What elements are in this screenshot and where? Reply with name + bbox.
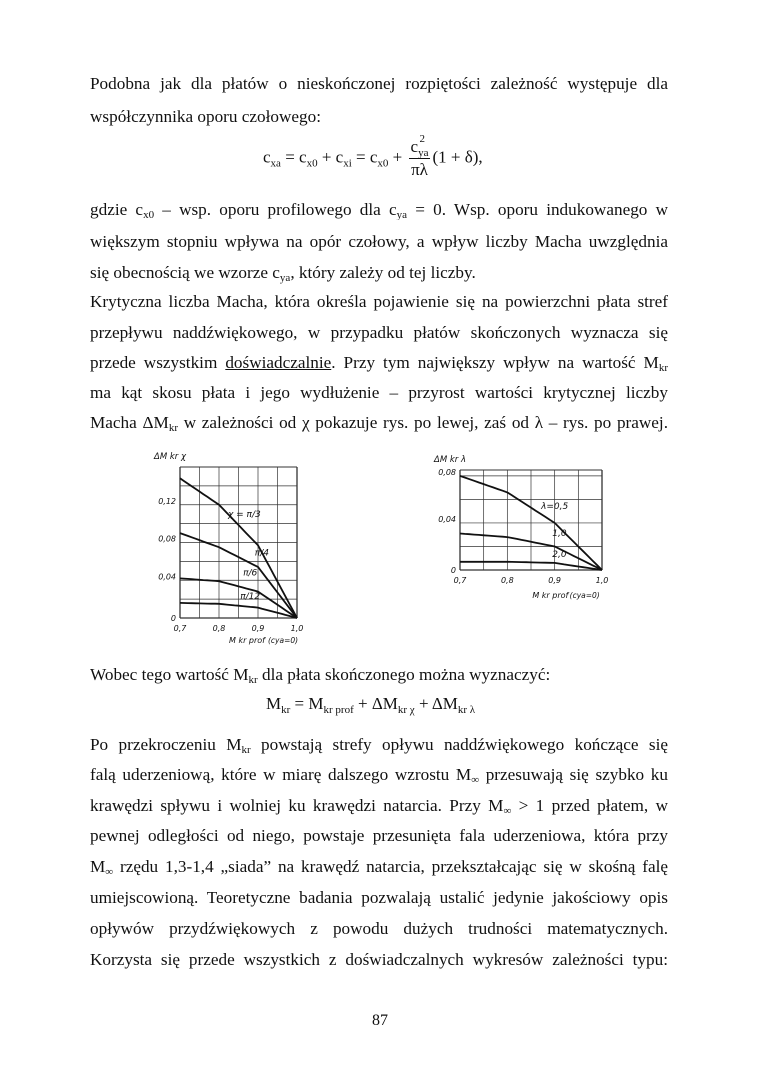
f-term: M — [266, 694, 282, 713]
x-tick-label: 0,8 — [500, 576, 514, 585]
text-run: w zależności od χ pokazuje rys. po lewej, zaś od λ – rys. po prawej. — [177, 413, 668, 432]
curve-label: χ = π/3 — [227, 510, 261, 521]
text-run: Podobna jak dla płatów o nieskończonej rozpiętości zależność występuje dla — [90, 74, 668, 93]
text-run: przede wszystkim — [90, 353, 226, 372]
x-axis-note: (cya=0) — [268, 636, 299, 645]
page-number: 87 — [372, 1012, 388, 1029]
text-line — [90, 200, 668, 220]
curve-label: λ=0,5 — [541, 501, 569, 512]
text-run: rzędu 1,3-1,4 „siada” na krawędź natarcia, przekształcając się w skośną falę — [113, 857, 668, 876]
x-tick-label: 0,7 — [173, 624, 187, 633]
text-run: dla płata skończonego można wyznaczyć: — [257, 665, 551, 684]
text-run: Wobec tego wartość M — [90, 665, 249, 684]
text-line — [90, 107, 668, 127]
text-run: Po przekroczeniu M — [90, 735, 242, 754]
curve-label: π/12 — [240, 592, 261, 603]
f-term: (1 + δ), — [432, 147, 483, 167]
text-run: – wsp. oporu profilowego dla c — [154, 200, 397, 219]
text-line — [90, 383, 668, 403]
x-axis-label: M kr prof — [532, 591, 569, 600]
curve-label: π/4 — [254, 548, 269, 559]
curve-label: 2,0 — [552, 550, 567, 561]
text-run: opływów przydźwiękowych z powodu dużych trudności matematycznych. — [90, 919, 668, 938]
f-term: c — [410, 137, 419, 156]
f-term: = M — [290, 694, 324, 713]
fraction — [409, 133, 431, 181]
f-sub: kr prof — [323, 704, 354, 716]
text-line — [90, 950, 668, 970]
x-axis-note: (cya=0) — [569, 591, 600, 600]
text-line — [90, 232, 668, 252]
subscript: ∞ — [105, 866, 114, 877]
text-line — [90, 857, 668, 877]
f-sub: kr — [281, 704, 291, 716]
f-sub: kr λ — [457, 704, 476, 716]
denominator: πλ — [411, 160, 428, 179]
text-line — [90, 413, 668, 433]
x-tick-label: 0,7 — [453, 576, 467, 585]
x-tick-label: 0,8 — [212, 624, 226, 633]
text-line — [90, 919, 668, 939]
text-run: M — [90, 857, 106, 876]
subscript: ya — [279, 272, 291, 284]
text-run: falą uderzeniową, które w miarę dalszego wzrostu M — [90, 765, 472, 784]
text-line — [90, 735, 668, 755]
text-line — [90, 263, 668, 283]
f-sub: x0 — [377, 157, 389, 170]
y-tick-label: 0 — [170, 614, 176, 623]
subscript: x0 — [143, 209, 155, 220]
text-run: ma kąt skosu płata i jego wydłużenie – przyrost wartości krytycznej liczby — [90, 383, 668, 402]
y-tick-label: 0,08 — [158, 534, 176, 544]
y-tick-label: 0,04 — [438, 514, 456, 524]
text-line — [90, 888, 668, 908]
drag-coefficient-formula — [263, 133, 483, 181]
x-tick-label: 0,9 — [548, 576, 562, 585]
x-tick-label: 0,9 — [251, 624, 265, 633]
subscript: ya — [396, 209, 407, 220]
y-tick-label: 0 — [450, 566, 456, 575]
y-axis-label: ΔM kr χ — [154, 452, 186, 462]
f-sup: 2 — [419, 133, 426, 145]
text-run: pewnej odległości od niego, powstaje przesunięta fala uderzeniowa, która przy — [90, 826, 668, 845]
text-run: Korzysta się przede wszystkich z doświadczalnych wykresów zależności typu: — [90, 950, 668, 969]
text-line — [90, 74, 668, 94]
subscript: ∞ — [471, 774, 480, 785]
chart-delta-mkr-chi — [140, 445, 340, 650]
y-tick-label: 0,08 — [438, 467, 456, 477]
text-run: przesuwają się szybko ku — [479, 765, 668, 784]
curve-label: 1,0 — [552, 528, 567, 539]
text-run: umiejscowioną. Teoretyczne badania pozwalają ustalić jedynie jakościowy opis — [90, 888, 668, 907]
underlined-term: doświadczalnie — [225, 353, 332, 372]
y-tick-label: 0,04 — [158, 572, 176, 582]
text-run: przepływu naddźwiękowego, w przypadku płatów skończonych wyznacza się — [90, 323, 668, 342]
text-run: Krytyczna liczba Macha, która określa pojawienie się na powierzchni płata stref — [90, 292, 668, 311]
f-sub: kr χ — [397, 704, 415, 716]
x-axis-label: M kr prof — [229, 636, 265, 645]
text-run: Macha ΔM — [90, 413, 169, 432]
f-term: + c — [317, 147, 344, 167]
subscript: ∞ — [503, 805, 512, 816]
chart-delta-mkr-lambda — [420, 445, 620, 610]
text-line — [90, 353, 668, 373]
x-tick-label: 1,0 — [290, 624, 304, 633]
text-line — [90, 765, 668, 785]
subscript: kr — [248, 674, 258, 686]
y-axis-label: ΔM kr λ — [434, 455, 466, 465]
text-line — [90, 796, 668, 816]
f-term: + ΔM — [414, 694, 458, 713]
subscript: kr — [658, 362, 668, 373]
f-term: + — [388, 147, 407, 167]
numerator — [409, 133, 431, 159]
text-run: . Przy tym największy wpływ na wartość M — [331, 353, 659, 372]
subscript: kr — [168, 422, 178, 433]
text-line — [90, 826, 668, 846]
text-line — [90, 323, 668, 343]
f-sub: ya — [418, 147, 429, 159]
text-run: = 0. Wsp. oporu indukowanego w — [407, 200, 668, 219]
text-run: > 1 przed płatem, w — [511, 796, 668, 815]
f-term: = c — [351, 147, 378, 167]
text-run: większym stopniu wpływa na opór czołowy, a wpływ liczby Macha uwzględnia — [90, 232, 668, 251]
text-run: powstają strefy opływu naddźwiękowego kończące się — [250, 735, 668, 754]
curve-label: π/6 — [243, 568, 258, 579]
text-run: , który zależy od tej liczby. — [290, 263, 476, 282]
critical-mach-formula — [266, 694, 475, 714]
text-run: współczynnika oporu czołowego: — [90, 107, 322, 126]
f-sub: xa — [270, 157, 281, 170]
text-line — [90, 292, 668, 312]
subscript: kr — [241, 744, 251, 755]
f-term: + ΔM — [353, 694, 398, 713]
f-term: c — [263, 147, 271, 167]
text-line — [90, 665, 668, 685]
x-tick-label: 1,0 — [595, 576, 609, 585]
text-run: gdzie c — [90, 200, 144, 219]
f-sub: x0 — [306, 157, 318, 170]
y-tick-label: 0,12 — [158, 496, 176, 506]
f-term: = c — [280, 147, 307, 167]
f-sub: xi — [343, 157, 352, 170]
text-run: się obecnością we wzorze c — [90, 263, 280, 282]
text-run: krawędzi spływu i wolniej ku krawędzi natarcia. Przy M — [90, 796, 504, 815]
